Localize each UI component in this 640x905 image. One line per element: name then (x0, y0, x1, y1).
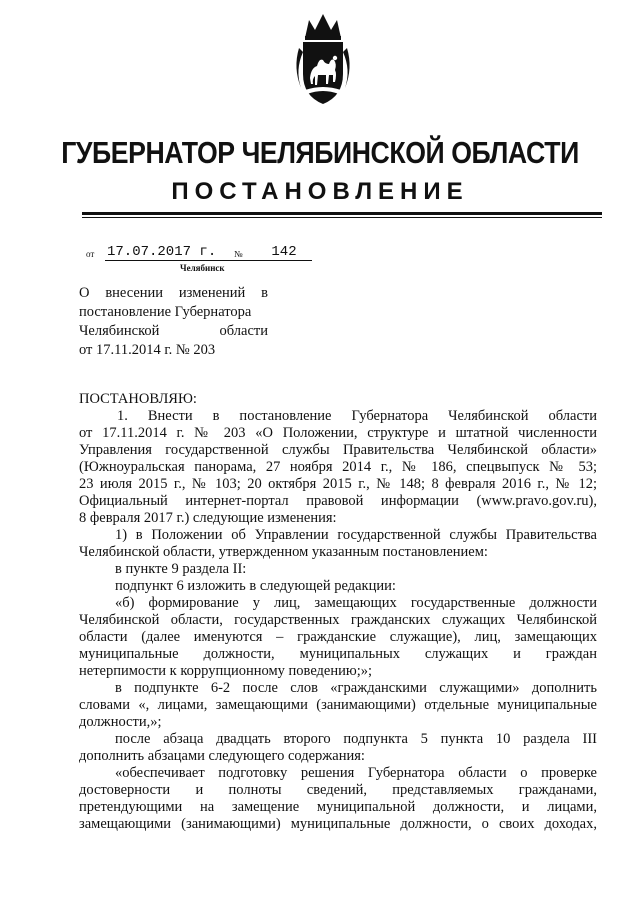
subject-line: Челябинской области (79, 323, 268, 339)
body-line: претендующими на замещение муниципальной должности, и лицами, (79, 799, 597, 815)
body-line: словами «, лицами, замещающими (занимающими) отдельные муниципальные (79, 697, 597, 713)
body-line: должности,»; (79, 714, 162, 730)
body-line: дополнить абзацами следующего содержания: (79, 748, 365, 764)
city: Челябинск (180, 263, 225, 273)
body-line: Челябинской области, государственных гражданских служащих Челябинской (79, 612, 597, 628)
government-title: ГУБЕРНАТОР ЧЕЛЯБИНСКОЙ ОБЛАСТИ (61, 135, 579, 170)
body-line: муниципальные должности, муниципальных служащих и граждан (79, 646, 597, 662)
body-line: замещающими (занимающими) муниципальные должности, о своих доходах, (79, 816, 597, 832)
body-line: Управления государственной службы Правительства Челябинской области» (79, 442, 597, 458)
body-line: области (далее именуются – гражданские служащие), лиц, замещающих (79, 629, 597, 645)
body-line: (Южноуральская панорама, 27 ноября 2014 г., № 186, спецвыпуск № 53; (79, 459, 597, 475)
document-number: 142 (256, 244, 312, 261)
date-prefix: от (86, 249, 95, 259)
number-prefix: № (234, 249, 243, 259)
body-line: 1) в Положении об Управлении государственной службы Правительства (115, 527, 597, 543)
body-line: нетерпимости к коррупционному поведению;»; (79, 663, 373, 679)
body-line: 23 июля 2015 г., № 103; 20 октября 2015 г., № 148; 8 февраля 2016 г., № 12; (79, 476, 597, 492)
body-line: от 17.11.2014 г. № 203 «О Положении, структуре и штатной численности (79, 425, 597, 441)
body-line: «обеспечивает подготовку решения Губернатора области о проверке (115, 765, 597, 781)
body-line: 1. Внести в постановление Губернатора Челябинской области (117, 408, 597, 424)
subject-line: постановление Губернатора (79, 304, 252, 320)
subject-line: О внесении изменений в (79, 285, 268, 301)
document-body (79, 391, 597, 833)
body-line: ПОСТАНОВЛЯЮ: (79, 391, 197, 407)
document-type: ПОСТАНОВЛЕНИЕ (171, 178, 469, 205)
subject-line: от 17.11.2014 г. № 203 (79, 342, 216, 358)
body-line: в пункте 9 раздела II: (115, 561, 247, 577)
chelyabinsk-coat-of-arms-icon (291, 8, 355, 108)
body-line: в подпункте 6-2 после слов «гражданскими служащими» дополнить (115, 680, 597, 696)
header-divider-thick (82, 212, 602, 215)
body-line: Официальный интернет-портал правовой информации (www.pravo.gov.ru), (79, 493, 597, 509)
body-line: Челябинской области, утвержденном указанным постановлением: (79, 544, 488, 560)
header-divider-thin (82, 217, 602, 218)
body-line: «б) формирование у лиц, замещающих государственные должности (115, 595, 597, 611)
document-date: 17.07.2017 г. (105, 244, 257, 261)
body-line: 8 февраля 2017 г.) следующие изменения: (79, 510, 337, 526)
document-subject (79, 284, 268, 360)
body-line: после абзаца двадцать второго подпункта 5 пункта 10 раздела III (115, 731, 597, 747)
body-line: подпункт 6 изложить в следующей редакции: (115, 578, 396, 594)
body-line: достоверности и полноты сведений, представляемых гражданами, (79, 782, 597, 798)
